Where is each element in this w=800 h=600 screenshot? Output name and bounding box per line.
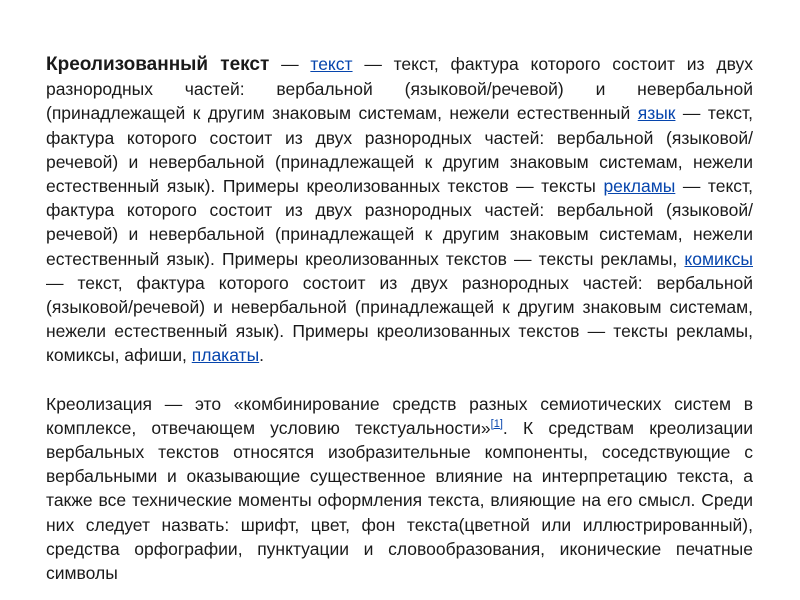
text-segment: . К средствам креолизации вербальных текстов относятся изобразительные компоненты, соседствующие с вербальными и оказывающие существенное влияние на интерпретацию текста, а также все технические моменты оформления текста, влияющие на его смысл. Среди них следует назвать: шрифт, цвет, фон текста(цветной или иллюстрированный), средства орфографии, пунктуации и словообразования, иконические печатные символы (46, 417, 753, 584)
definition-paragraph (46, 52, 753, 368)
text-segment: — текст, фактура которого состоит из двух разнородных частей: вербальной (языковой/речевой) и невербальной (принадлежащей к другим знаковым системам, нежели естественный язык). Примеры креолизованных текстов — тексты (46, 103, 753, 197)
link-advertising[interactable]: рекламы (603, 176, 676, 197)
link-language[interactable]: язык (637, 103, 676, 124)
text-segment: — текст, фактура которого состоит из двух разнородных частей: вербальной (языковой/речевой) и невербальной (принадлежащей к другим знаковым системам, нежели естественный (46, 54, 753, 124)
text-segment: — текст, фактура которого состоит из двух разнородных частей: вербальной (языковой/речевой) и невербальной (принадлежащей к другим знаковым системам, нежели естественный язык). Примеры креолизованных текстов — тексты рекламы, комиксы, афиши, (46, 272, 753, 366)
creolization-paragraph (46, 392, 753, 586)
link-comics[interactable]: комиксы (684, 248, 753, 269)
term-heading: Креолизованный текст (46, 54, 270, 75)
article-body (46, 52, 753, 585)
footnote-link[interactable]: [1] (490, 418, 503, 431)
text-segment: . (259, 345, 265, 366)
link-text[interactable]: текст (310, 54, 353, 74)
text-segment: Креолизация — это «комбинирование средств разных семиотических систем в комплексе, отвечающем условию текстуальности» (46, 393, 753, 438)
text-segment: — текст, фактура которого состоит из двух разнородных частей: вербальной (языковой/речевой) и невербальной (принадлежащей к другим знаковым системам, нежели естественный язык). Примеры креолизованных текстов — тексты рекламы, (46, 176, 753, 269)
link-posters[interactable]: плакаты (191, 345, 260, 366)
text-segment: — (269, 54, 311, 74)
